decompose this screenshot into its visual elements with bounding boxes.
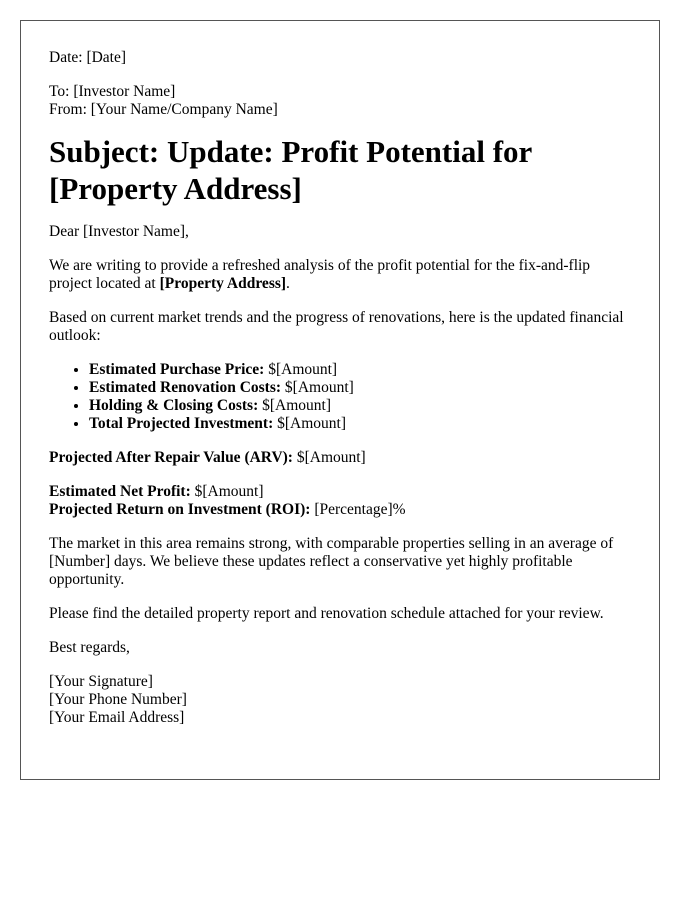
cost-label: Total Projected Investment:	[89, 415, 274, 432]
letter-container	[20, 20, 660, 780]
list-item	[89, 397, 631, 415]
roi-label: Projected Return on Investment (ROI):	[49, 501, 311, 518]
intro-text-end: .	[286, 275, 290, 292]
subject-heading: Subject: Update: Profit Potential for [Property Address]	[49, 134, 532, 206]
list-item	[89, 361, 631, 379]
arv-value: $[Amount]	[292, 449, 366, 466]
roi-line	[49, 501, 631, 519]
intro-paragraph	[49, 257, 631, 293]
signature-name: [Your Signature]	[49, 673, 153, 690]
cost-label: Holding & Closing Costs:	[89, 397, 259, 414]
outlook-intro-paragraph: Based on current market trends and the progress of renovations, here is the updated financial outlook:	[49, 309, 624, 344]
cost-list	[49, 361, 631, 433]
cost-value: $[Amount]	[264, 361, 338, 378]
closing-line: Best regards,	[49, 639, 130, 656]
attachment-paragraph: Please find the detailed property report and renovation schedule attached for your review.	[49, 605, 604, 622]
market-paragraph: The market in this area remains strong, with comparable properties selling in an average of [Number] days. We believe these updates reflect a conservative yet highly profitable opportunity.	[49, 535, 614, 588]
profit-label: Estimated Net Profit:	[49, 483, 191, 500]
cost-label: Estimated Renovation Costs:	[89, 379, 282, 396]
property-address: [Property Address]	[159, 275, 287, 292]
from-line: From: [Your Name/Company Name]	[49, 101, 278, 118]
signature-email: [Your Email Address]	[49, 709, 185, 726]
profit-value: $[Amount]	[190, 483, 264, 500]
signature-block	[49, 673, 631, 727]
cost-label: Estimated Purchase Price:	[89, 361, 265, 378]
signature-phone: [Your Phone Number]	[49, 691, 187, 708]
list-item	[89, 379, 631, 397]
profit-line	[49, 483, 631, 501]
intro-text: We are writing to provide a refreshed analysis of the profit potential for the fix-and-flip project located at	[49, 257, 591, 292]
roi-value: [Percentage]%	[310, 501, 406, 518]
cost-value: $[Amount]	[258, 397, 332, 414]
date-line: Date: [Date]	[49, 49, 127, 66]
arv-label: Projected After Repair Value (ARV):	[49, 449, 293, 466]
cost-value: $[Amount]	[281, 379, 354, 396]
to-line: To: [Investor Name]	[49, 83, 176, 100]
cost-value: $[Amount]	[273, 415, 347, 432]
profit-paragraph	[49, 483, 631, 519]
salutation: Dear [Investor Name],	[49, 223, 189, 240]
arv-paragraph	[49, 449, 631, 467]
list-item	[89, 415, 631, 433]
